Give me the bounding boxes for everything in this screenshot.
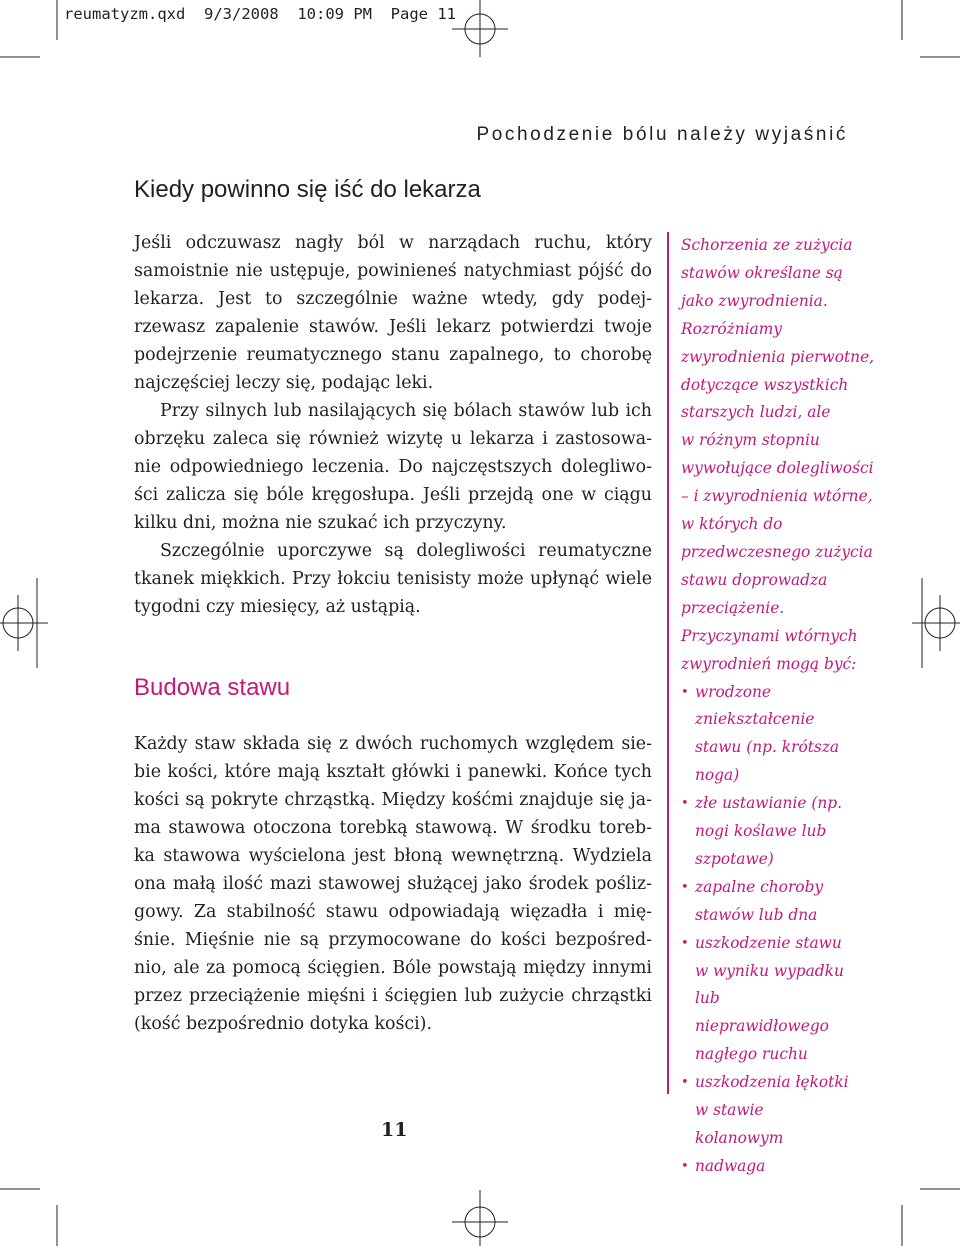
print-time: 10:09 PM — [297, 5, 372, 23]
bullet-icon: • — [681, 796, 689, 812]
sidebar-line: starszych ludzi, ale — [681, 403, 831, 422]
sidebar-line: Przyczynami wtórnych — [681, 626, 858, 645]
bullet-icon: • — [681, 935, 689, 951]
sidebar-line: w których do — [681, 515, 783, 534]
list-item — [681, 874, 881, 930]
sidebar-note — [681, 232, 881, 1181]
section-body-joint-structure — [134, 730, 652, 1038]
sidebar-line: zwyrodnień mogą być: — [681, 654, 857, 673]
sidebar-line: zwyrodnienia pierwotne, — [681, 347, 875, 366]
paragraph: Przy silnych lub nasilających się bólach stawów lub ich obrzęku zaleca się również wizytę u lekarza i zastosowanie odpowiedniego leczenia. Do najczęstszych dolegliwości zalicza się bóle kręgosłupa. Jeśli przejdą one w ciągu kilku dni, można nie szukać ich przyczyny. — [134, 401, 652, 533]
sidebar-line: dotyczące wszystkich — [681, 375, 849, 394]
sidebar-line: – i zwyrodnienia wtórne, — [681, 487, 873, 506]
print-date: 9/3/2008 — [204, 5, 279, 23]
registration-mark-bottom — [452, 1190, 508, 1246]
sidebar-line: wywołujące dolegliwości — [681, 459, 874, 478]
list-item — [681, 790, 881, 874]
page-number: 11 — [381, 1119, 408, 1141]
print-page-label: Page 11 — [390, 5, 456, 23]
paragraph: Szczególnie uporczywe są dolegliwości reumatyczne tkanek miękkich. Przy łokciu tenisisty może upłynąć wiele tygodni czy miesięcy, aż ustąpią. — [134, 541, 652, 617]
list-item-text: uszkodzenia łękotki w stawie kolanowym — [695, 1073, 849, 1147]
section-title-joint-structure: Budowa stawu — [134, 674, 291, 701]
bullet-icon: • — [681, 879, 689, 895]
list-item-text: zapalne choroby stawów lub dna — [695, 877, 824, 924]
sidebar-line: stawu doprowadza — [681, 570, 828, 589]
list-item-text: złe ustawianie (np. nogi koślawe lub szpotawe) — [695, 794, 843, 868]
registration-mark-top — [452, 0, 508, 57]
print-filename: reumatyzm.qxd — [64, 5, 186, 23]
paragraph: Każdy staw składa się z dwóch ruchomych względem siebie kości, które mają kształt główki i panewki. Końce tych kości są pokryte chrząstką. Między kośćmi znajduje się jama stawowa otoczona torebką stawową. W środku torebka stawowa wyścielona jest błoną wewnętrzną. Wydziela ona małą ilość mazi stawowej służącej jako środek poślizgowy. Za stabilność stawu odpowiadają więzadła i mięśnie. Mięśnie nie są przymocowane do kości bezpośrednio, ale za pomocą ścięgien. Bóle powstają między innymi przez przeciążenie mięśni i ścięgien lub zużycie chrząstki (kość bezpośrednio dotyka kości). — [134, 734, 652, 1034]
list-item-text: nadwaga — [695, 1156, 766, 1175]
sidebar-line: Rozróżniamy — [681, 319, 782, 338]
list-item — [681, 1069, 881, 1153]
section-body-when-to-see-doctor — [134, 229, 652, 621]
sidebar-line: w różnym stopniu — [681, 431, 820, 450]
paragraph: Jeśli odczuwasz nagły ból w narządach ruchu, który samoistnie nie ustępuje, powinieneś natychmiast pójść do lekarza. Jest to szczególnie ważne wtedy, gdy podejrzewasz zapalenie stawów. Jeśli lekarz potwierdzi twoje podejrzenie reumatycznego stanu zapalnego, to chorobę najczęściej leczy się, podając leki. — [134, 233, 652, 393]
bullet-icon: • — [681, 1158, 689, 1174]
sidebar-line: przeciążenie. — [681, 598, 785, 617]
running-head: Pochodzenie bólu należy wyjaśnić — [476, 124, 848, 145]
list-item — [681, 930, 881, 1070]
sidebar-bullet-list — [681, 679, 881, 1181]
registration-mark-right — [912, 578, 960, 668]
list-item-text: uszkodzenie stawu w wyniku wypadku lub nieprawidłowego nagłego ruchu — [695, 933, 844, 1064]
list-item — [681, 679, 881, 791]
sidebar-line: stawów określane są — [681, 263, 843, 282]
bullet-icon: • — [681, 1075, 689, 1091]
list-item — [681, 1153, 881, 1181]
sidebar-rule — [667, 232, 669, 1094]
sidebar-line: Schorzenia ze zużycia — [681, 236, 853, 254]
sidebar-line: przedwczesnego zużycia — [681, 542, 873, 561]
bullet-icon: • — [681, 684, 689, 700]
section-title-when-to-see-doctor: Kiedy powinno się iść do lekarza — [134, 176, 481, 203]
list-item-text: wrodzone zniekształcenie stawu (np. krótsza noga) — [695, 682, 840, 785]
registration-mark-left — [0, 578, 48, 668]
sidebar-line: jako zwyrodnienia. — [681, 291, 828, 310]
